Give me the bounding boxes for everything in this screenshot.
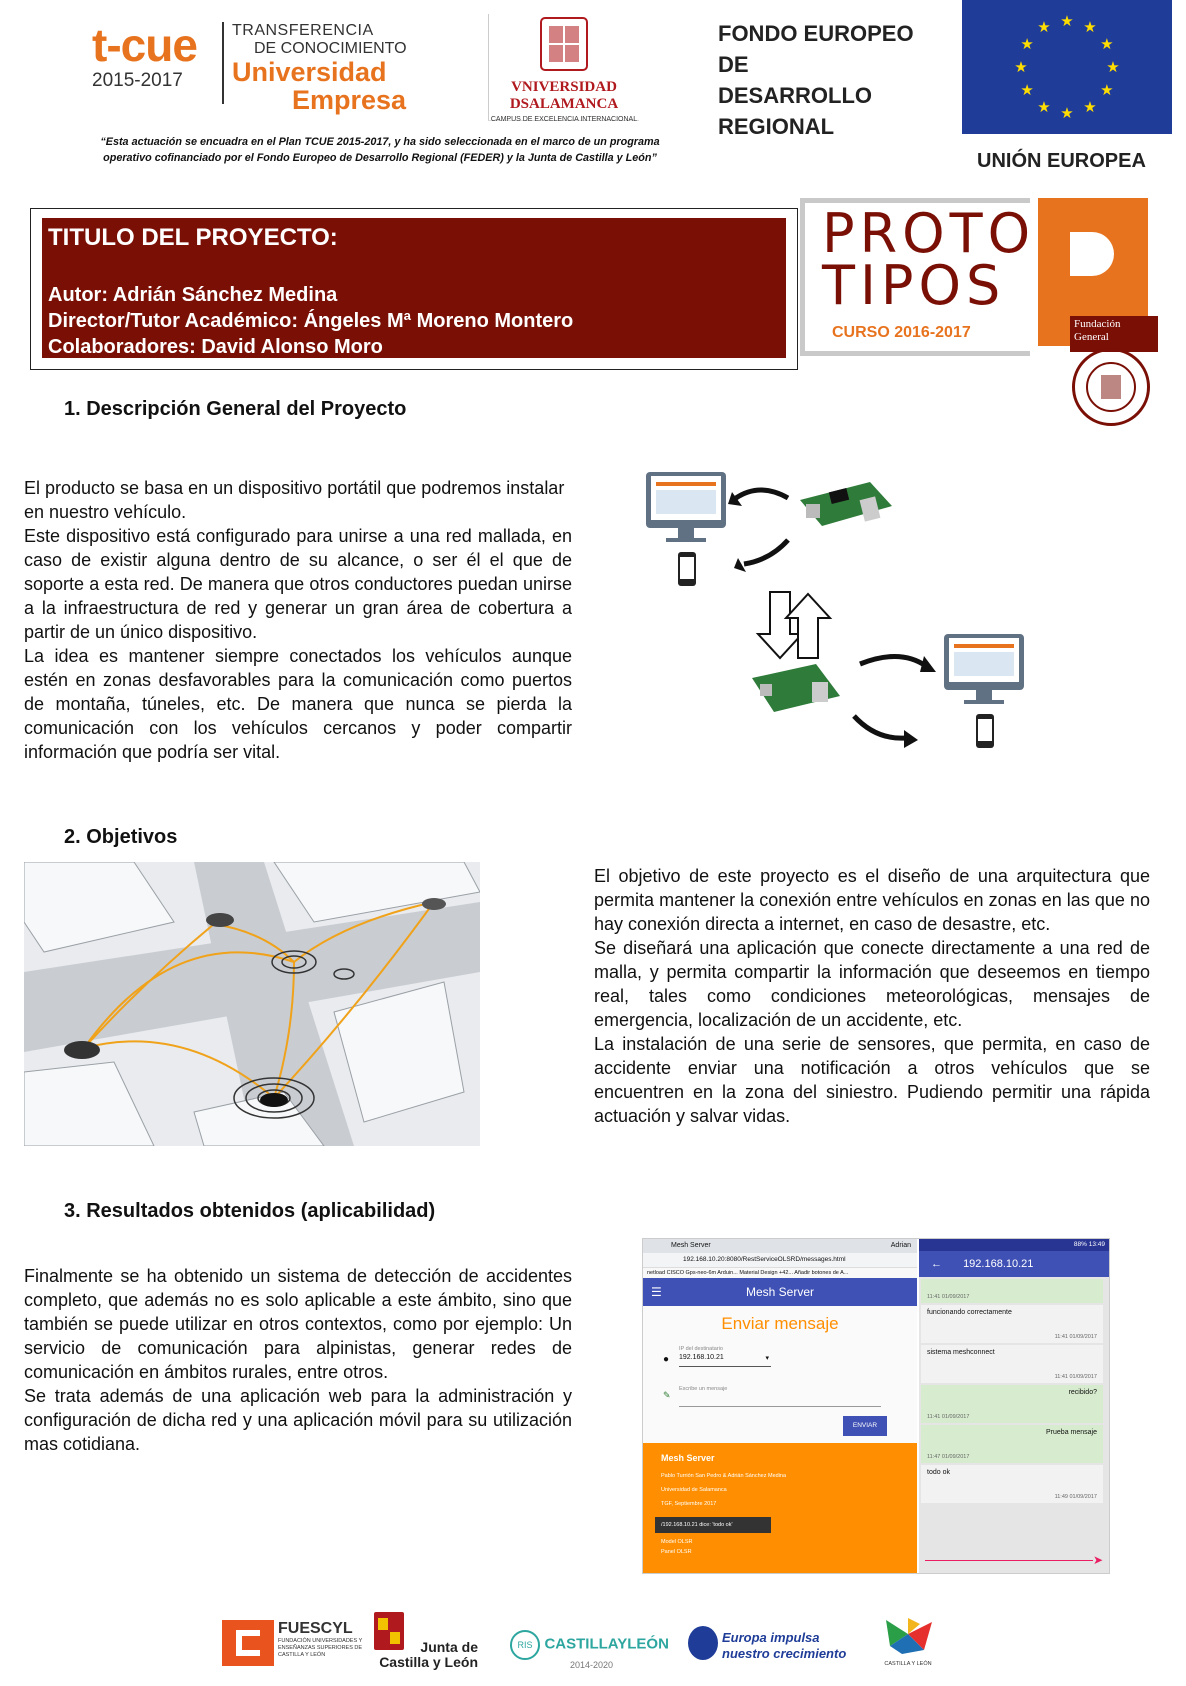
junta-line2: Castilla y León	[379, 1654, 478, 1670]
tcue-line2: DE CONOCIMIENTO	[254, 40, 407, 57]
tcue-line1: TRANSFERENCIA	[232, 22, 374, 39]
usal-logo	[488, 14, 639, 121]
phone-icon	[678, 552, 696, 586]
browser-window	[643, 1239, 917, 1573]
fuescyl-logo-icon	[222, 1620, 274, 1666]
section2-paragraph2: Se diseñará una aplicación que conecte directamente a una red de malla, y permita compartir la información que deseemos en tiempo real, tales como condiciones meteorológicas, mensajes de emergencia, localización de un accidente, etc.	[594, 938, 1150, 1030]
fuescyl-name: FUESCYL	[278, 1620, 353, 1637]
chat-message-time: 11:47 01/09/2017	[927, 1454, 970, 1460]
eu-flag	[962, 0, 1172, 134]
eu-star-icon: ★	[1106, 59, 1120, 76]
fuescyl-subtitle: FUNDACIÓN UNIVERSIDADES Y ENSEÑANZAS SUPERIORES DE CASTILLA Y LEÓN	[278, 1638, 363, 1658]
eu-stars-icon	[962, 0, 1172, 134]
junta-text	[368, 1640, 478, 1670]
fundacion-line2: General	[1074, 331, 1109, 343]
up-arrow-icon	[786, 594, 830, 658]
section3-paragraph2: Se trata además de una aplicación web para la administración y configuración de dicha red y una aplicación móvil para su utilización mas cotidiana.	[24, 1386, 572, 1454]
chat-message	[921, 1425, 1103, 1463]
send-button[interactable]: ENVIAR	[843, 1416, 887, 1436]
footer-link2[interactable]: Panel OLSR	[661, 1549, 692, 1555]
eu-star-icon: ★	[1083, 98, 1097, 116]
usal-seal-icon	[1072, 348, 1150, 426]
monitor-icon	[944, 634, 1024, 704]
app-toolbar	[643, 1278, 917, 1306]
tcue-divider	[222, 22, 224, 104]
raspberry-pi-icon	[800, 482, 892, 526]
eu-star-icon: ★	[1060, 13, 1074, 30]
chat-message	[921, 1279, 1103, 1303]
tcue-note-line1: “Esta actuación se encuadra en el Plan TCUE 2015-2017, y ha sido seleccionada en el marco de un programa	[100, 136, 660, 148]
section3-paragraph1: Finalmente se ha obtenido un sistema de detección de accidentes completo, que además no es solo aplicable a este ámbito, sino que también se puede utilizar en otros contextos, como por ejemplo: Un servicio de comunicación para alpinistas, generar redes de comunicación en ámbitos rurales, entre otros.	[24, 1266, 572, 1382]
europa-line2: nuestro crecimiento	[722, 1646, 847, 1661]
section1-paragraph3: La idea es mantener siempre conectados los vehículos aunque estén en zonas desfavorables para la comunicación como puertos de montaña, túneles, etc. De manera que nunca se pierda la comunicación con los vehículos cercanos y poder compartir información que podría ser vital.	[24, 646, 572, 762]
app-title: Mesh Server	[745, 1285, 815, 1299]
chat-message-time: 11:41 01/09/2017	[927, 1294, 970, 1300]
footer-university: Universidad de Salamanca	[661, 1487, 727, 1493]
chat-message	[921, 1465, 1103, 1503]
castilla-leon-logo-icon	[880, 1616, 936, 1670]
feder-line3: REGIONAL	[718, 114, 835, 139]
eu-star-icon: ★	[1020, 36, 1034, 53]
eu-star-icon: ★	[1037, 98, 1051, 116]
section2-paragraph3: La instalación de una serie de sensores, que permita, en caso de accidente enviar una notificación a otros vehículos que se encuentren en la zona del siniestro. Pudiendo permitir una rápida actuación y salvar vidas.	[594, 1034, 1150, 1126]
usal-name-line2: DSALAMANCA	[509, 96, 619, 112]
phone-icon	[976, 714, 994, 748]
phone-status-bar: 88% 13:49	[919, 1239, 1109, 1251]
junta-line1: Junta de	[420, 1639, 478, 1655]
chevron-down-icon: ▾	[765, 1355, 769, 1362]
form-title: Enviar mensaje	[721, 1314, 839, 1333]
arrow-icon	[854, 716, 906, 738]
tcue-line3: Universidad	[232, 57, 387, 87]
chat-toolbar	[919, 1251, 1109, 1277]
eu-star-icon: ★	[1100, 36, 1114, 53]
person-icon: ●	[663, 1354, 670, 1365]
chat-message	[921, 1305, 1103, 1343]
back-arrow-icon[interactable]: ←	[931, 1258, 942, 1270]
tcue-wordmark: t-cue	[92, 19, 197, 71]
arrow-icon	[744, 540, 788, 564]
chat-message-text: todo ok	[927, 1469, 950, 1476]
ris-years: 2014-2020	[570, 1660, 614, 1670]
eu-circle-icon	[688, 1626, 718, 1660]
feder-line2: DESARROLLO	[718, 83, 872, 108]
europa-impulsa-text	[722, 1630, 852, 1662]
ip-label: IP del destinatario	[679, 1346, 723, 1352]
menu-icon[interactable]: ☰	[651, 1285, 662, 1299]
project-title: TITULO DEL PROYECTO:	[48, 224, 338, 251]
chat-message-text	[921, 1279, 1103, 1283]
send-form	[643, 1306, 917, 1444]
usal-shield-icon	[489, 14, 639, 74]
usal-campus: CAMPUS DE EXCELENCIA INTERNACIONAL	[490, 116, 638, 123]
section3-text	[24, 1264, 572, 1456]
tcue-years: 2015-2017	[92, 70, 183, 91]
ip-value: 192.168.10.21	[679, 1354, 724, 1361]
chat-message	[921, 1385, 1103, 1423]
chat-message-time: 11:41 01/09/2017	[1054, 1334, 1097, 1340]
chat-message-text: Prueba mensaje	[1046, 1429, 1097, 1436]
pencil-icon: ✎	[663, 1390, 671, 1400]
browser-address-bar[interactable]: 192.168.10.20:8080/RestServiceOLSRD/messages.html	[643, 1253, 917, 1268]
mesh-network-diagram	[620, 460, 1070, 760]
browser-tab[interactable]: Mesh Server	[671, 1242, 711, 1249]
feder-text	[718, 18, 948, 142]
prototipos-line1: PROTO	[822, 202, 1036, 265]
section1-text	[24, 476, 572, 764]
section1-paragraph2: Este dispositivo está configurado para unirse a una red mallada, en caso de existir alguna dentro de su alcance, o ser él el que de soporte a esta red. De manera que otros conductores puedan unirse a la infraestructura de red y generar un gran área de cobertura a partir de un único dispositivo.	[24, 526, 572, 642]
director: Director/Tutor Académico: Ángeles Mª Moreno Montero	[48, 310, 574, 332]
tcue-note	[50, 134, 710, 166]
author: Autor: Adrián Sánchez Medina	[48, 284, 338, 306]
chat-message	[921, 1345, 1103, 1383]
tcue-logo	[92, 20, 217, 112]
chat-message-text: sistema meshconnect	[927, 1349, 995, 1356]
arrow-icon	[736, 490, 788, 498]
prototipos-logo	[800, 198, 1155, 428]
footer-date: TGF, Septiembre 2017	[661, 1501, 717, 1507]
footer-authors: Pablo Turrión San Pedro & Adrián Sánchez Medina	[661, 1473, 787, 1479]
tcue-note-line2: operativo cofinanciado por el Fondo Europeo de Desarrollo Regional (FEDER) y la Junta de Castilla y León”	[103, 152, 657, 164]
tcue-line4: Empresa	[292, 85, 407, 115]
section1-paragraph1: El producto se basa en un dispositivo portátil que podremos instalar en nuestro vehículo.	[24, 478, 565, 522]
section1-heading: 1. Descripción General del Proyecto	[64, 398, 407, 420]
send-icon[interactable]: ➤	[1092, 1553, 1103, 1567]
tcue-text-block	[232, 22, 452, 114]
chat-title: 192.168.10.21	[963, 1258, 1034, 1270]
eu-star-icon: ★	[1083, 19, 1097, 37]
ip-select[interactable]	[679, 1354, 771, 1367]
raspberry-pi-icon	[752, 664, 840, 712]
europa-line1: Europa impulsa	[722, 1630, 820, 1645]
chat-message-text: funcionando correctamente	[927, 1309, 1012, 1316]
ris3-logo	[510, 1630, 670, 1670]
browser-user: Adrian	[890, 1242, 911, 1249]
chat-input[interactable]	[925, 1560, 1093, 1561]
footer-link1[interactable]: Model OLSR	[661, 1539, 693, 1545]
down-arrow-icon	[758, 592, 802, 658]
title-box	[42, 218, 786, 358]
eu-star-icon: ★	[1100, 82, 1114, 99]
fundacion-line1: Fundación	[1074, 318, 1121, 330]
toast-message: /192.168.10.21 dice: 'todo ok'	[655, 1517, 771, 1533]
eu-star-icon: ★	[1037, 19, 1051, 37]
section2-paragraph1: El objetivo de este proyecto es el diseño de una arquitectura que permita mantener la conexión entre vehículos en zonas en las que no hay conexión directa a internet, en caso de desastre, etc.	[594, 866, 1150, 934]
chat-message-time: 11:49 01/09/2017	[1054, 1494, 1097, 1500]
app-screenshot	[642, 1238, 1110, 1574]
chat-message-time: 11:41 01/09/2017	[1054, 1374, 1097, 1380]
eu-star-icon: ★	[1020, 82, 1034, 99]
chat-message-time: 11:41 01/09/2017	[927, 1414, 970, 1420]
prototipos-word	[822, 202, 1036, 317]
prototipos-curso: CURSO 2016-2017	[832, 324, 971, 341]
section3-heading: 3. Resultados obtenidos (aplicabilidad)	[64, 1200, 436, 1222]
browser-tab-bar	[643, 1239, 917, 1253]
section2-text	[594, 864, 1150, 1128]
feder-line1: FONDO EUROPEO DE	[718, 21, 914, 77]
chat-message-list	[919, 1277, 1109, 1529]
vehicle-mesh-city-illustration	[24, 862, 480, 1146]
arrow-icon	[860, 656, 926, 666]
ris-badge: RIS	[510, 1630, 540, 1660]
colaboradores: Colaboradores: David Alonso Moro	[48, 336, 383, 358]
eu-label: UNIÓN EUROPEA	[977, 150, 1146, 172]
fuescyl-text	[278, 1620, 378, 1659]
app-footer	[643, 1443, 917, 1573]
message-input[interactable]	[679, 1398, 881, 1407]
eu-star-icon: ★	[1014, 59, 1028, 76]
eu-star-icon: ★	[1060, 105, 1074, 122]
chat-message-text: recibido?	[1068, 1389, 1097, 1396]
footer-title: Mesh Server	[661, 1453, 715, 1463]
message-label: Escribe un mensaje	[679, 1386, 728, 1392]
monitor-icon	[646, 472, 726, 542]
fundacion-general-label	[1070, 316, 1158, 352]
section2-heading: 2. Objetivos	[64, 826, 178, 848]
usal-name-line1: VNIVERSIDAD	[511, 79, 617, 95]
prototipos-line2: TIPOS	[822, 254, 1006, 317]
phone-chat	[919, 1239, 1109, 1573]
ris-name: CASTILLAYLEÓN	[544, 1635, 669, 1653]
cyl-label: CASTILLA Y LEÓN	[884, 1661, 932, 1667]
browser-bookmarks: netload CISCO Gps-neo-6m Arduin... Material Design +42... Añadir botones de A...	[643, 1268, 917, 1278]
